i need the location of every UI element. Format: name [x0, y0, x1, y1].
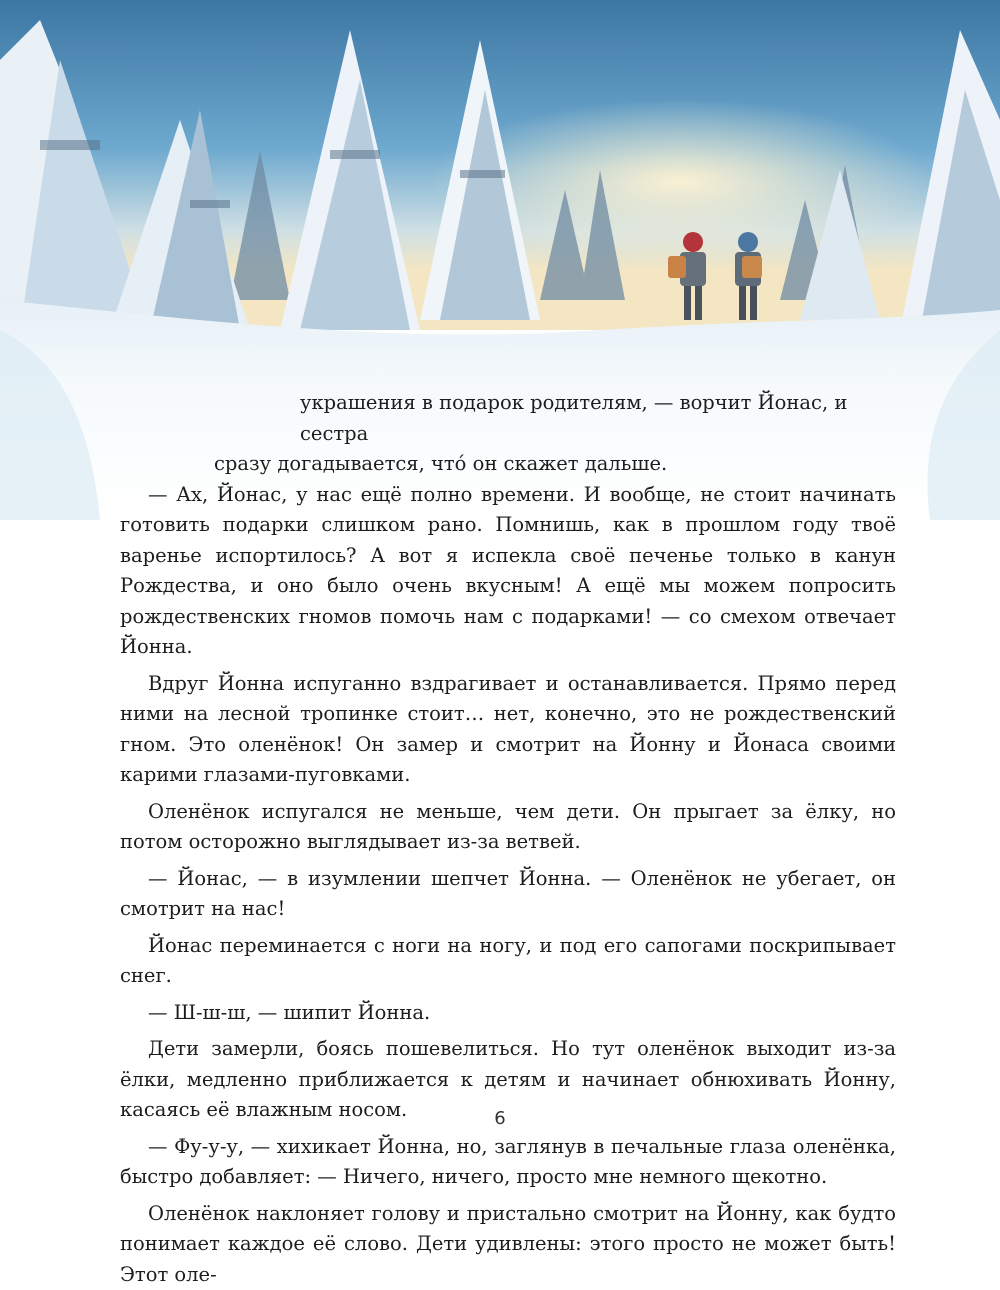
paragraph-7: Дети замерли, боясь пошевелиться. Но тут оленёнок выходит из-за ёлки, медленно приближается к детям и начинает обнюхивать Йонну, касаясь её влажным носом.	[120, 1034, 896, 1126]
page-number: 6	[0, 1108, 1000, 1129]
paragraph-6: — Ш-ш-ш, — шипит Йонна.	[120, 998, 896, 1029]
paragraph-9: Оленёнок наклоняет голову и пристально смотрит на Йонну, как будто понимает каждое её слово. Дети удивлены: этого просто не может быть! Этот оле-	[120, 1199, 896, 1290]
paragraph-8: — Фу-у-у, — хихикает Йонна, но, заглянув в печальные глаза оленёнка, быстро добавляет: — Ничего, ничего, просто мне немного щекотно.	[120, 1132, 896, 1193]
story-text	[120, 388, 896, 1290]
paragraph-2: Вдруг Йонна испуганно вздрагивает и останавливается. Прямо перед ними на лесной тропинке стоит… нет, конечно, это не рождественский гном. Это оленёнок! Он замер и смотрит на Йонну и Йонаса своими карими глазами-пуговками.	[120, 669, 896, 791]
paragraph-4: — Йонас, — в изумлении шепчет Йонна. — Оленёнок не убегает, он смотрит на нас!	[120, 864, 896, 925]
paragraph-5: Йонас переминается с ноги на ногу, и под его сапогами поскрипывает снег.	[120, 931, 896, 992]
intro-paragraph	[120, 388, 896, 480]
paragraph-1: — Ах, Йонас, у нас ещё полно времени. И вообще, не стоит начинать готовить подарки слишком рано. Помнишь, как в прошлом году твоё варенье испортилось? А вот я испекла своё печенье только в канун Рождества, и оно было очень вкусным! А ещё мы можем попросить рождественских гномов помочь нам с подарками! — со смехом отвечает Йонна.	[120, 480, 896, 663]
intro-line-2: сразу догадывается, что́ он скажет дальше.	[120, 449, 896, 480]
intro-line-1: украшения в подарок родителям, — ворчит Йонас, и сестра	[120, 388, 896, 449]
paragraph-3: Оленёнок испугался не меньше, чем дети. Он прыгает за ёлку, но потом осторожно выглядывает из-за ветвей.	[120, 797, 896, 858]
